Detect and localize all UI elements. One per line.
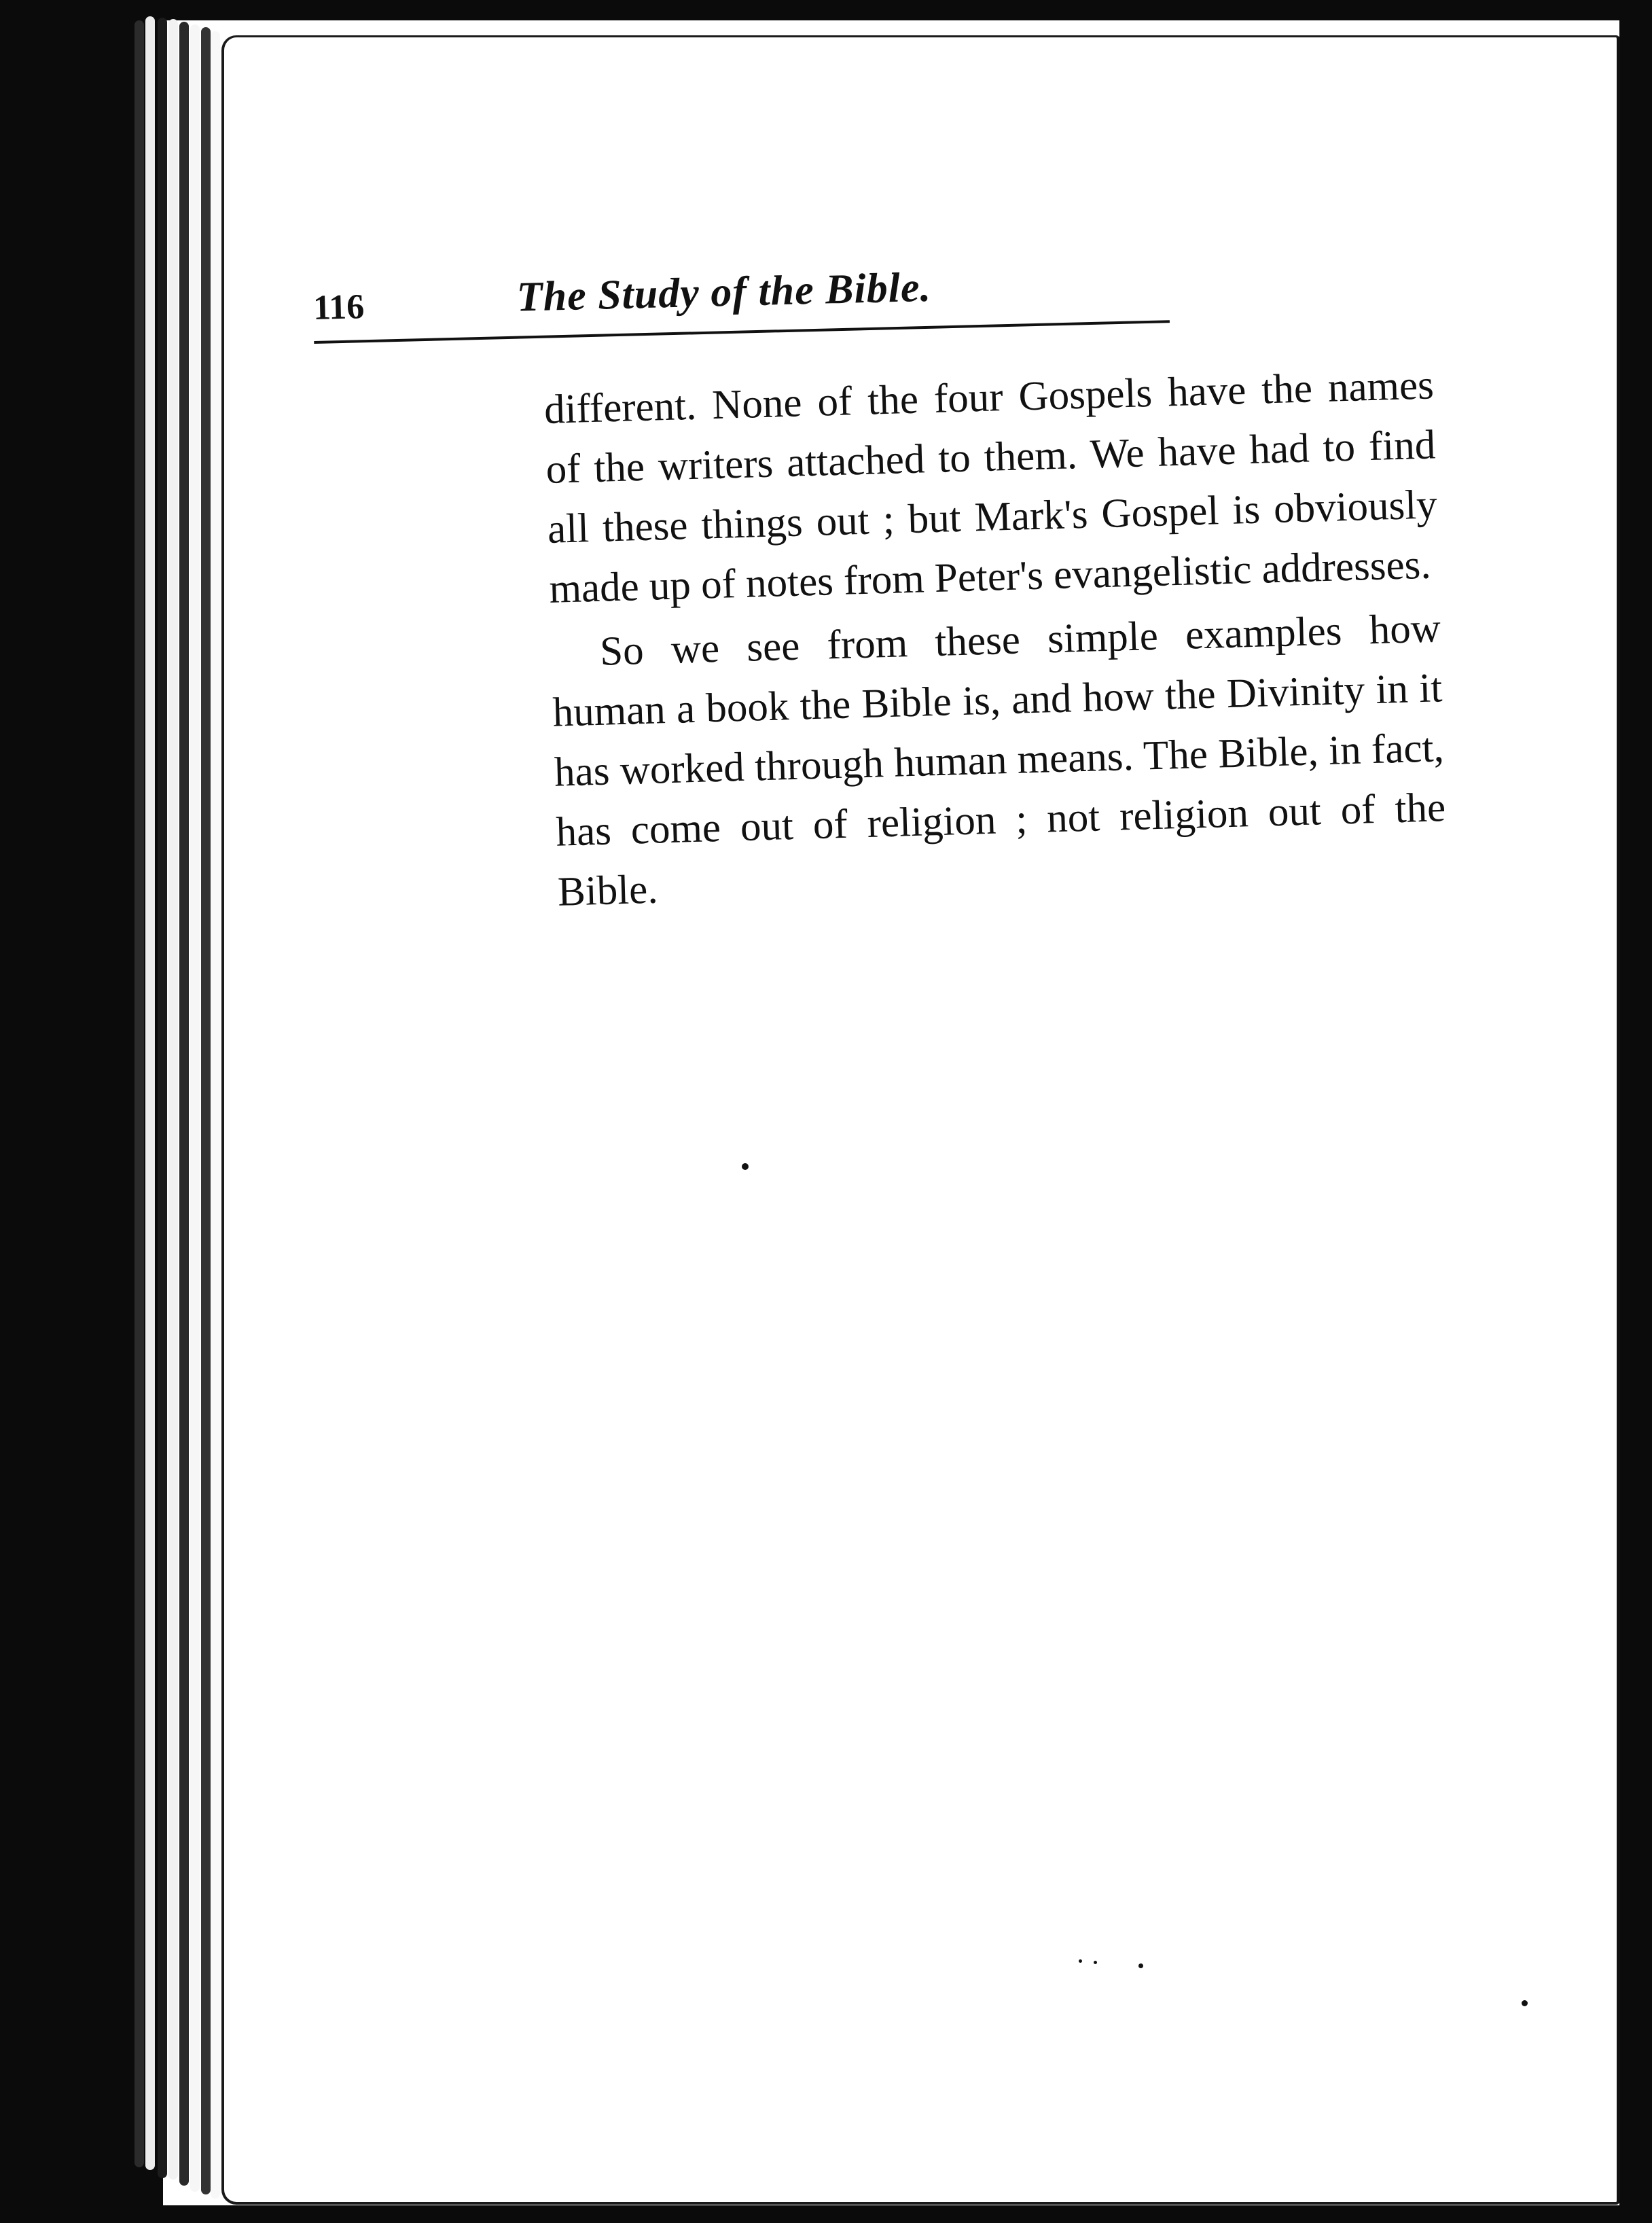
paragraph: So we see from these simple examples how human a book the Bible is, and how the Divinity in it has worked through human means. The Bible, in fact, has come out of religion ; not religion out of the Bible. xyxy=(552,605,1447,915)
page-edge xyxy=(145,16,155,2170)
paragraph: different. None of the four Gospels have the names of the writers attached to them. We have had to find all these things out ; but Mark's Gospel is obviously made up of notes from Peter's evangelistic addresses. xyxy=(543,362,1438,612)
page-edge xyxy=(134,20,144,2167)
body-text xyxy=(543,355,1448,922)
scan-background-top xyxy=(0,0,1652,20)
page-edge xyxy=(168,19,178,2180)
scan-background-bottom xyxy=(0,2205,1652,2223)
page-edge xyxy=(201,27,211,2194)
page-edge xyxy=(190,24,200,2192)
page-edge xyxy=(158,18,167,2178)
running-title: The Study of the Bible. xyxy=(516,264,932,321)
page-number: 116 xyxy=(312,287,365,327)
scan-background-right xyxy=(1619,0,1652,2223)
page-edge xyxy=(179,22,189,2186)
page-edge xyxy=(211,31,220,2199)
